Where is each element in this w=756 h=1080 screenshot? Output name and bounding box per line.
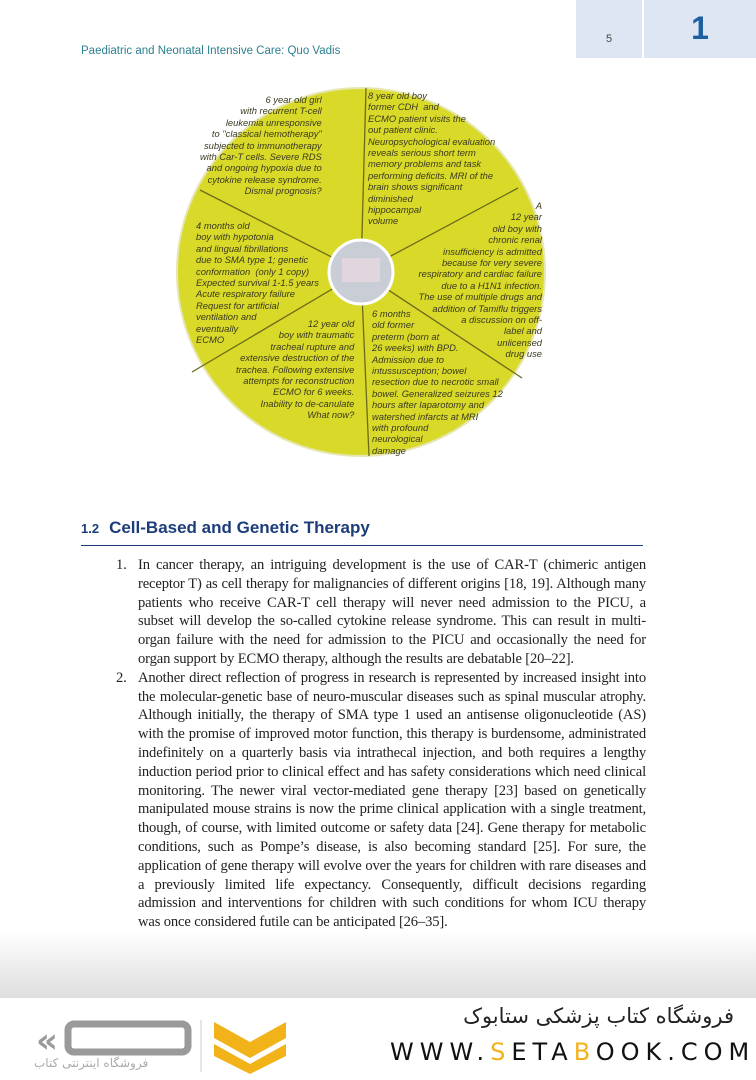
running-title: Paediatric and Neonatal Intensive Care: Quo Vadis <box>81 45 341 57</box>
list-item <box>116 669 646 932</box>
segment-text: 4 months old boy with hypotonia and lingual fibrillations due to SMA type 1; genetic conformation (only 1 copy) Expected survival 1-1.5 years Acute respiratory failure Request for artificial ventilation and eventually ECMO <box>196 220 319 346</box>
store-name: فروشگاه کتاب پزشکی ستابوک <box>463 1004 734 1028</box>
item-number: 2. <box>116 669 127 686</box>
item-number: 1. <box>116 557 127 573</box>
segment-text: A 12 year old boy with chronic renal insufficiency is admitted because for very severe respiratory and cardiac failure due to a H1N1 infection. The use of multiple drugs and addition of Tamiflu triggers a discussion on off- label and unlicensed drug use <box>418 200 542 360</box>
url-part: ETA <box>511 1038 574 1066</box>
url-part: WWW. <box>390 1038 491 1066</box>
center-photo-detail <box>342 258 380 282</box>
case-wheel-figure <box>170 82 554 466</box>
section-title: Cell-Based and Genetic Therapy <box>109 518 370 537</box>
url-highlight: B <box>573 1038 596 1066</box>
logo-subtitle: فروشگاه اینترنتی کتاب <box>34 1056 149 1070</box>
segment-text: 12 year old boy with traumatic tracheal rupture and extensive destruction of the trachea. Following extensive attempts for reconstruction ECMO for 6 weeks. Inability to de-canulate What now? <box>236 318 355 421</box>
segment-text: 6 year old girl with recurrent T-cell leukemia unresponsive to "classical hemotherapy" subjected to immunotherapy with Car-T cells. Severe RDS and ongoing hypoxia due to cytokine release syndrome. Dismal prognosis? <box>200 94 322 197</box>
store-url[interactable] <box>390 1038 755 1066</box>
segment-text: 8 year old boy former CDH and ECMO patient visits the out patient clinic. Neuropsychological evaluation reveals serious short term memory problems and task performing deficits. MRI of the brain shows significant diminished hippocampal volume <box>368 90 496 227</box>
svg-text:«: « <box>36 1021 58 1061</box>
chapter-number: 1 <box>644 0 756 58</box>
url-part: OOK.COM <box>595 1038 756 1066</box>
item-text: Another direct reflection of progress in research is represented by increased insight into the molecular-genetic base of neuro-muscular diseases such as spinal muscular atrophy. Although initially, the therapy of SMA type 1 used an antisense oligonucleotide (AS) with the promise of improved motor function, this therapy is burdensome, administrated indefinitely on a quarterly basis via intrathecal injection, and both requires a lengthy induction period prior to clinical effect and has safety considerations which need clinical monitoring. The newer viral vector-mediated gene therapy [23] based on genetically manipulated mouse strains is now the prime clinical application with a single treatment, though, of course, with limited outcome or safety data [24]. Gene therapy for metabolic conditions, such as Pompe’s disease, is also becoming standard [25]. For sure, the application of gene therapy will evolve over the years for children with rare diseases and a previously limited life expectancy. Consequently, difficult decisions regarding admission and interventions for children with such conditions for whom ICU therapy was once considered futile can be anticipated [26–35]. <box>138 669 646 931</box>
item-text: In cancer therapy, an intriguing development is the use of CAR-T (chimeric antigen receptor T) as cell therapy for malignancies of different origins [18, 19]. Although many patients who receive CAR-T cell therapy will never need admission to the PICU, a subset will develop the so-called cytokine release syndrome. This can result in multi-organ failure with the need for admission to the PICU and occasionally the need for organ support by ECMO therapy, although the results are debatable [20–22]. <box>138 557 646 667</box>
section-heading <box>81 518 643 546</box>
segment-text: 6 months old former preterm (born at 26 weeks) with BPD. Admission due to intussusception; bowel resection due to necrotic small bowel. Generalized seizures 12 hours after laparotomy and watershed infarcts at MRI with profound neurological damage <box>372 308 503 456</box>
url-highlight: S <box>490 1038 512 1066</box>
page-number: 5 <box>576 0 642 58</box>
section-number: 1.2 <box>81 521 100 536</box>
bottom-shade <box>0 930 756 998</box>
body-text <box>116 556 646 932</box>
list-item <box>116 556 646 669</box>
footer-banner <box>0 998 756 1080</box>
